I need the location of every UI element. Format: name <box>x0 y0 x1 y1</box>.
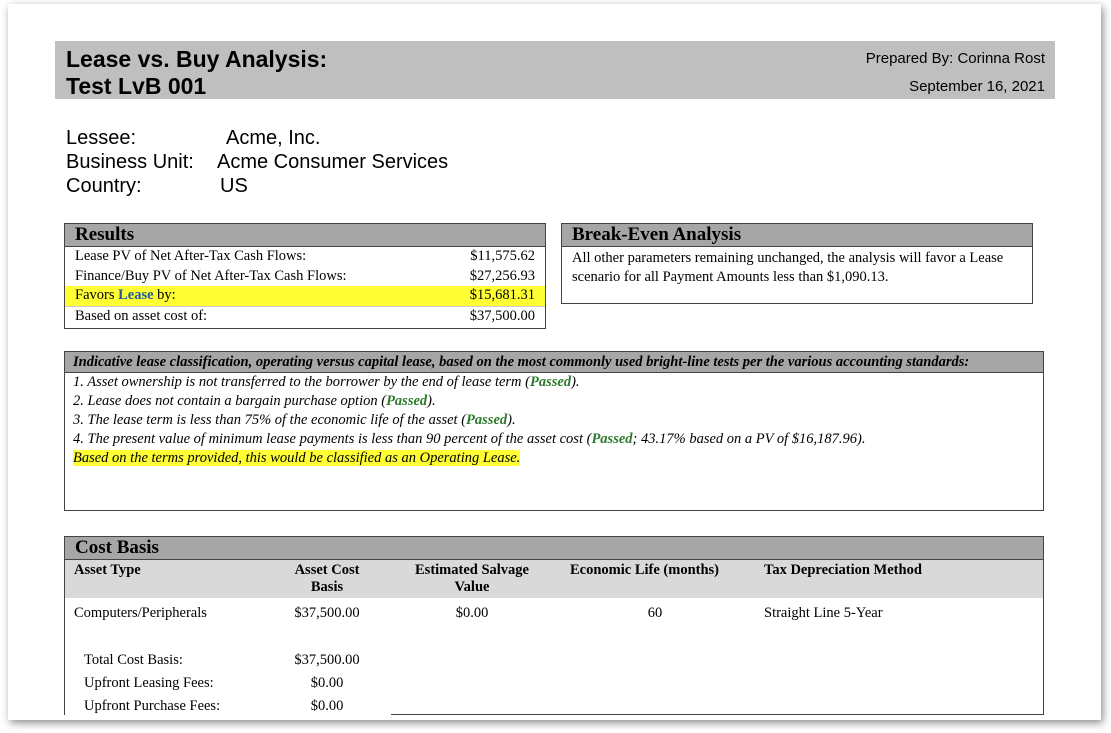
col-salvage <box>397 562 547 596</box>
country-label: Country: <box>66 175 142 197</box>
business-unit-row <box>66 150 448 174</box>
report-title <box>66 46 327 100</box>
test-text: ; 43.17% based on a PV of $16,187.96). <box>632 431 866 447</box>
test-text: 2. Lease does not contain a bargain purchase option ( <box>73 393 387 409</box>
total-cost-basis-value: $37,500.00 <box>294 652 360 668</box>
upfront-leasing-fees-label: Upfront Leasing Fees: <box>84 675 214 691</box>
passed-badge: Passed <box>591 431 633 447</box>
breakeven-box <box>561 223 1033 304</box>
test-line-1 <box>73 373 1035 392</box>
item-asset-cost: $37,500.00 <box>294 605 360 621</box>
favors-option: Lease <box>118 287 154 304</box>
results-value: $27,256.93 <box>469 267 535 284</box>
business-unit-value: Acme Consumer Services <box>217 151 449 173</box>
col-asset-cost-l2: Basis <box>310 579 344 595</box>
results-table <box>65 247 545 326</box>
cost-basis-columns <box>65 560 1043 598</box>
upfront-leasing-fees-value: $0.00 <box>310 675 344 691</box>
lessee-info <box>66 126 448 198</box>
results-label: Lease PV of Net After-Tax Cash Flows: <box>75 248 307 265</box>
conclusion-text: Based on the terms provided, this would be classified as an Operating Lease. <box>73 450 521 466</box>
test-text: ). <box>427 393 436 409</box>
report-header <box>55 41 1055 99</box>
passed-badge: Passed <box>386 393 428 409</box>
lessee-value: Acme, Inc. <box>226 127 321 149</box>
test-line-2 <box>73 392 1035 411</box>
breakeven-heading: Break-Even Analysis <box>562 224 1032 247</box>
passed-badge: Passed <box>529 374 572 390</box>
test-text: 3. The lease term is less than 75% of the economic life of the asset ( <box>73 412 467 428</box>
results-value: $11,575.62 <box>470 248 535 265</box>
col-salvage-l1: Estimated Salvage <box>415 562 529 578</box>
col-asset-cost <box>277 562 377 596</box>
report-page <box>8 4 1101 720</box>
favors-label <box>65 286 405 306</box>
prepared-by: Prepared By: Corinna Rost <box>865 50 1045 67</box>
favors-row <box>65 286 545 306</box>
lessee-row <box>66 126 448 150</box>
results-box <box>64 223 546 329</box>
lessee-label: Lessee: <box>66 127 137 149</box>
cost-basis-bottom-rule <box>391 714 1043 715</box>
country-row <box>66 174 448 198</box>
col-tax-method: Tax Depreciation Method <box>764 562 922 578</box>
classification-lines <box>65 373 1043 468</box>
passed-badge: Passed <box>466 412 508 428</box>
results-label: Based on asset cost of: <box>65 306 405 326</box>
test-text: 4. The present value of minimum lease payments is less than 90 percent of the asset cost ( <box>73 431 592 447</box>
results-row <box>65 267 545 287</box>
results-row <box>65 247 545 267</box>
item-economic-life: 60 <box>647 605 663 621</box>
cost-basis-box <box>64 536 1044 715</box>
test-text: ). <box>571 374 580 390</box>
results-value: $37,500.00 <box>405 306 545 326</box>
col-economic-life: Economic Life (months) <box>570 562 720 578</box>
favors-prefix: Favors <box>75 287 119 304</box>
cost-basis-heading: Cost Basis <box>65 537 1043 560</box>
results-label: Finance/Buy PV of Net After-Tax Cash Flows: <box>75 267 347 284</box>
results-heading: Results <box>65 224 545 247</box>
prepared-block <box>866 45 1045 101</box>
col-asset-cost-l1: Asset Cost <box>294 562 360 578</box>
item-tax-method: Straight Line 5-Year <box>764 605 883 621</box>
upfront-purchase-fees-value: $0.00 <box>310 698 344 714</box>
favors-suffix: by: <box>153 287 176 304</box>
results-row <box>65 306 545 326</box>
col-salvage-l2: Value <box>454 579 490 595</box>
favors-value: $15,681.31 <box>469 287 535 304</box>
classification-box <box>64 351 1044 511</box>
business-unit-label: Business Unit: <box>66 151 194 173</box>
col-asset-type: Asset Type <box>74 562 141 578</box>
upfront-purchase-fees-label: Upfront Purchase Fees: <box>84 698 221 714</box>
breakeven-text: All other parameters remaining unchanged, the analysis will favor a Lease scenario for all Payment Amounts less than $1,090.13. <box>572 250 1004 285</box>
test-line-4 <box>73 430 1035 449</box>
title-line-1: Lease vs. Buy Analysis: <box>66 46 328 72</box>
test-text: 1. Asset ownership is not transferred to the borrower by the end of lease term ( <box>73 374 530 390</box>
title-line-2: Test LvB 001 <box>66 73 207 99</box>
item-salvage: $0.00 <box>455 605 489 621</box>
test-text: ). <box>507 412 516 428</box>
classification-heading: Indicative lease classification, operating versus capital lease, based on the most commonly used bright-line tests per the various accounting standards: <box>65 352 1043 373</box>
total-cost-basis-label: Total Cost Basis: <box>84 652 183 668</box>
test-line-3 <box>73 411 1035 430</box>
country-value: US <box>220 175 248 197</box>
classification-conclusion <box>73 449 1035 468</box>
item-asset-type: Computers/Peripherals <box>74 605 207 621</box>
report-date: September 16, 2021 <box>909 78 1045 95</box>
